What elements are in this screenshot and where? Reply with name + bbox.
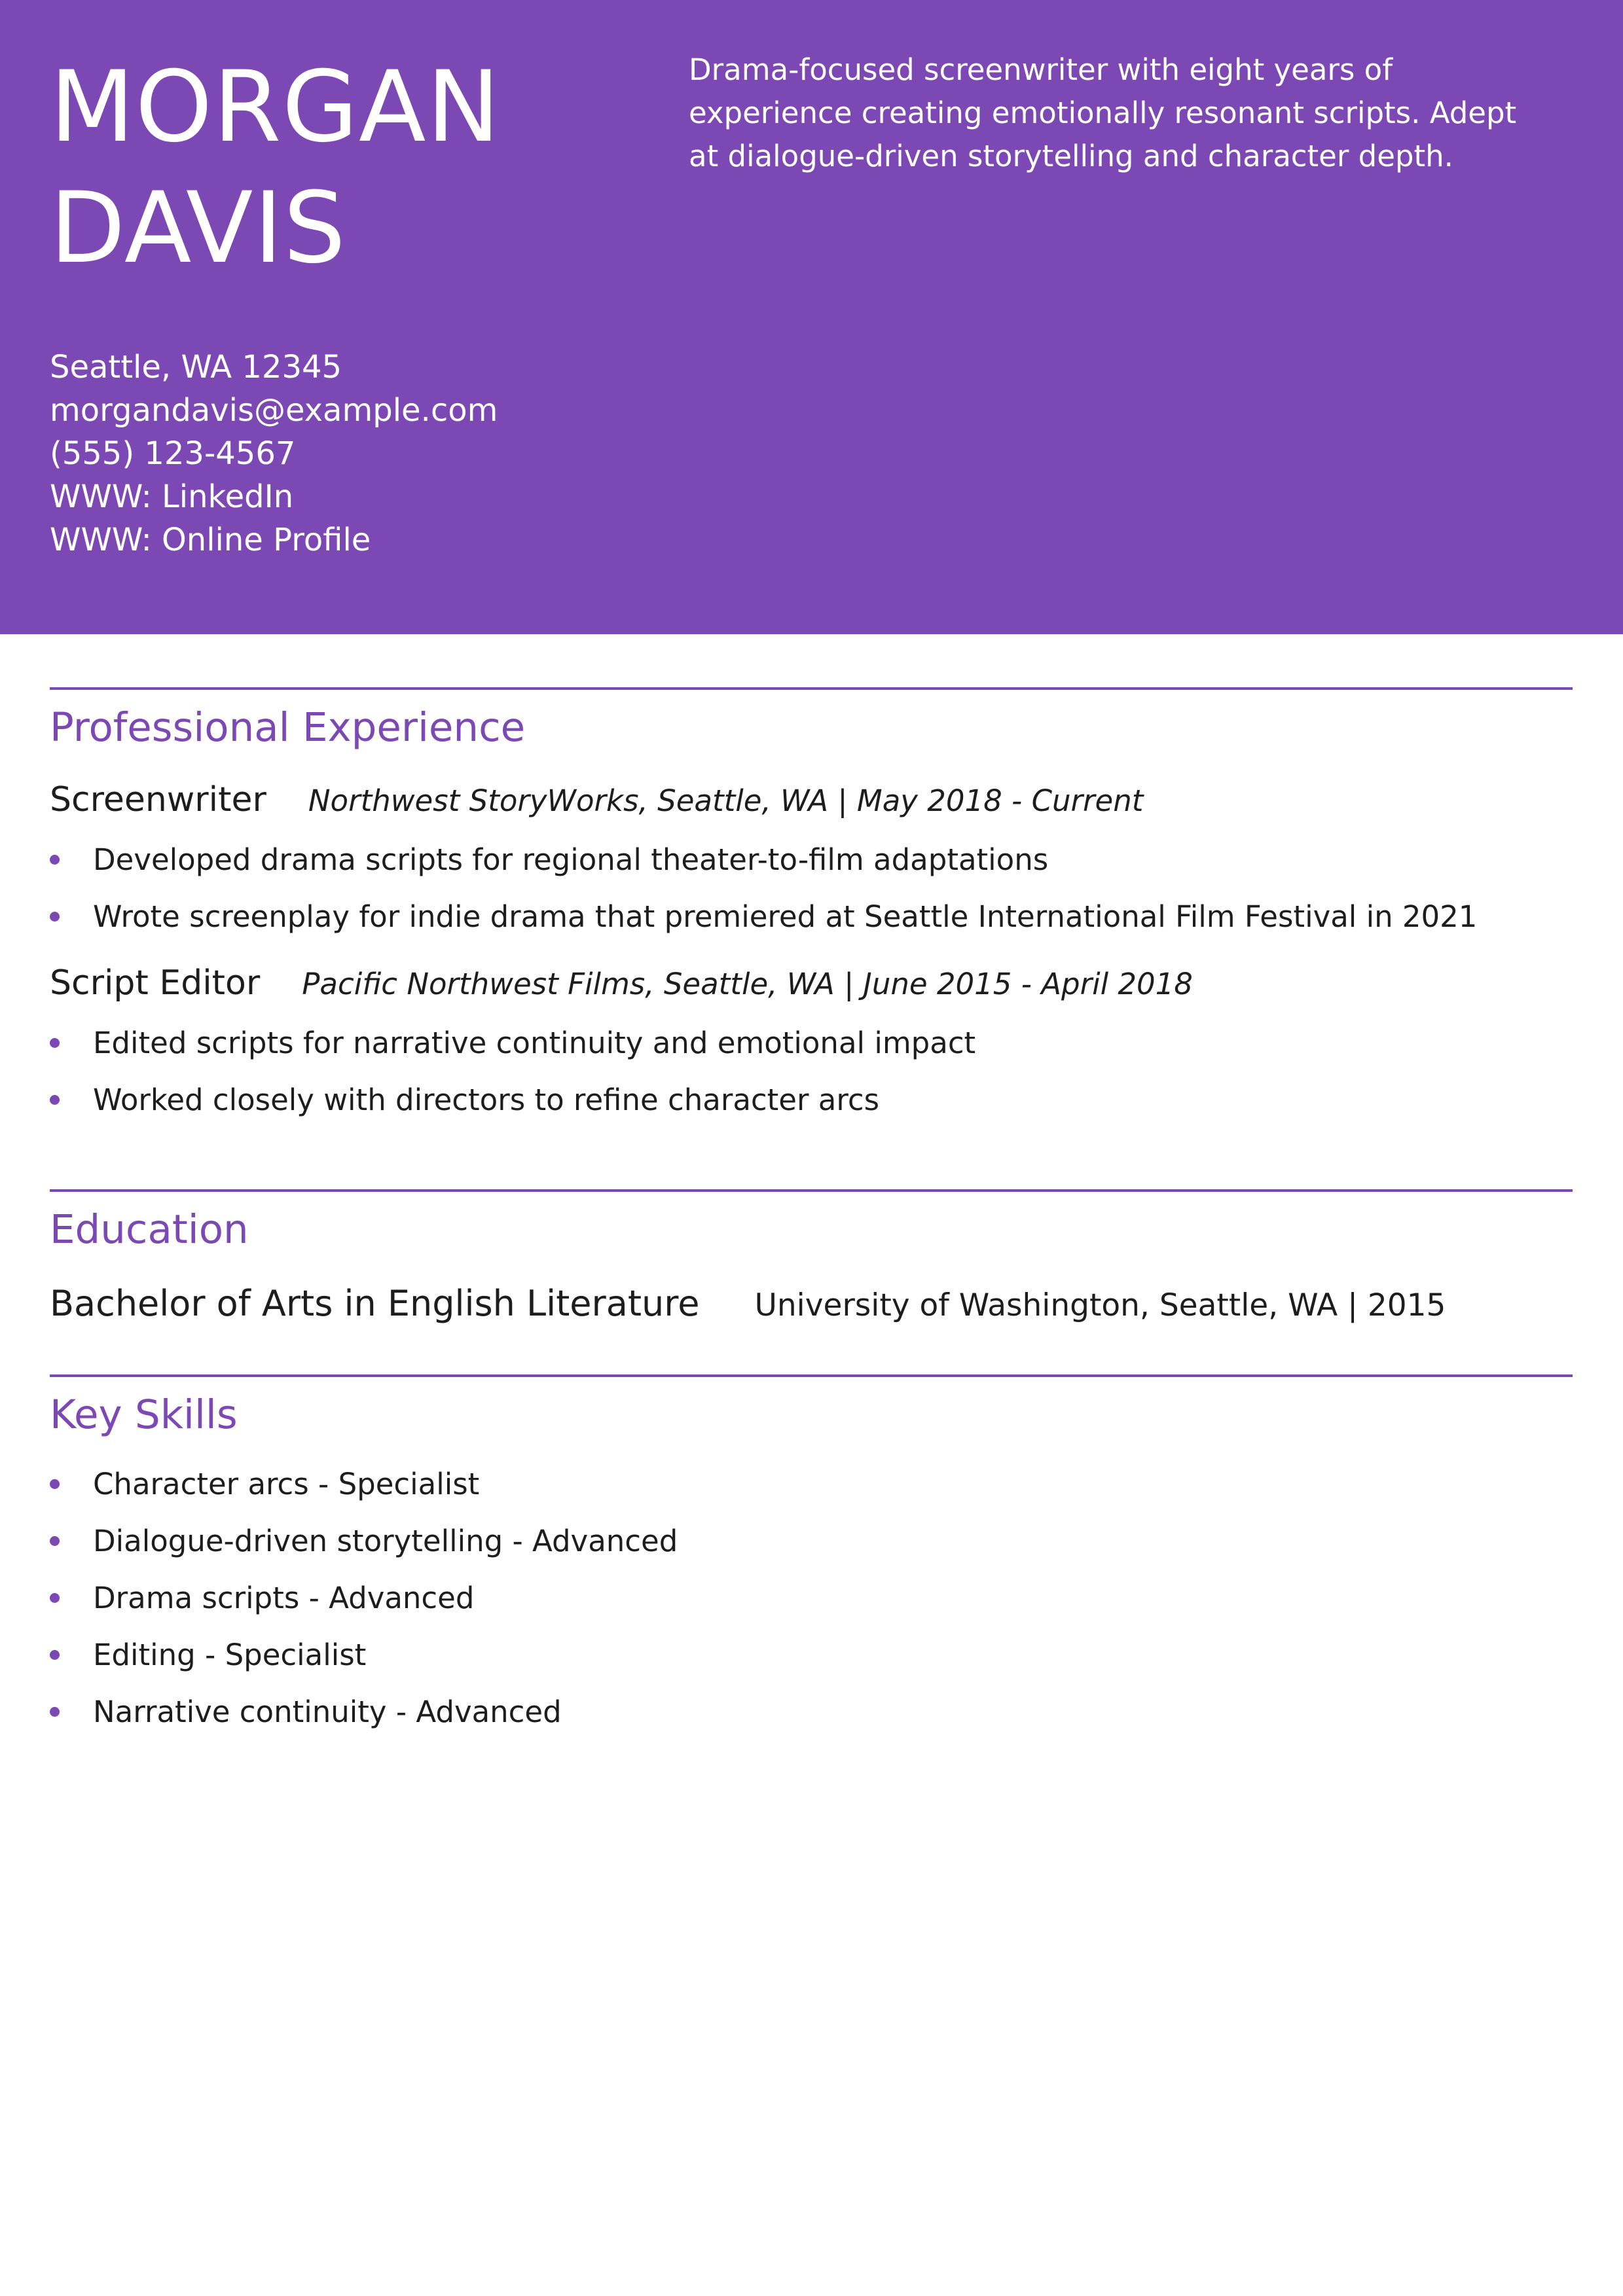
list-item bbox=[50, 1570, 1573, 1626]
job-title: Screenwriter bbox=[50, 780, 266, 819]
skill-text: Character arcs - Specialist bbox=[93, 1467, 480, 1501]
bullet-text: Wrote screenplay for indie drama that premiered at Seattle International Film Festival in 2021 bbox=[93, 899, 1478, 934]
job-title: Script Editor bbox=[50, 963, 261, 1003]
bullet-text: Worked closely with directors to refine character arcs bbox=[93, 1083, 880, 1117]
list-item bbox=[50, 1513, 1573, 1570]
education-section bbox=[50, 1189, 1573, 1330]
list-item bbox=[50, 1456, 1573, 1513]
list-item bbox=[50, 831, 1573, 888]
skill-text: Narrative continuity - Advanced bbox=[93, 1695, 562, 1729]
bullet-text: Developed drama scripts for regional theater-to-film adaptations bbox=[93, 842, 1049, 877]
skill-text: Editing - Specialist bbox=[93, 1638, 367, 1672]
list-item bbox=[50, 1014, 1573, 1071]
bullet-text: Edited scripts for narrative continuity and emotional impact bbox=[93, 1026, 976, 1060]
bullet-dot-icon bbox=[50, 1707, 60, 1717]
list-item bbox=[50, 888, 1573, 945]
contact-location: Seattle, WA 12345 bbox=[50, 349, 342, 386]
name-line-last: DAVIS bbox=[50, 171, 346, 285]
bullet-dot-icon bbox=[50, 1536, 60, 1546]
bullet-dot-icon bbox=[50, 1038, 60, 1048]
name-line-first: MORGAN bbox=[50, 50, 501, 164]
bullet-dot-icon bbox=[50, 855, 60, 865]
contact-email-phone: morgandavis@example.com (555) 123-4567 bbox=[50, 392, 498, 472]
degree-name: Bachelor of Arts in English Literature bbox=[50, 1283, 700, 1324]
experience-heading: Professional Experience bbox=[50, 704, 526, 751]
job-bullets bbox=[50, 831, 1573, 945]
job-entry-header bbox=[50, 960, 1573, 1008]
bullet-dot-icon bbox=[50, 1650, 60, 1660]
list-item bbox=[50, 1683, 1573, 1740]
contact-block bbox=[50, 346, 547, 562]
job-entry-header bbox=[50, 776, 1573, 825]
bullet-dot-icon bbox=[50, 1593, 60, 1603]
skill-text: Dialogue-driven storytelling - Advanced bbox=[93, 1524, 678, 1558]
education-heading: Education bbox=[50, 1206, 249, 1253]
school-and-year: University of Washington, Seattle, WA | 2015 bbox=[754, 1287, 1446, 1323]
bullet-dot-icon bbox=[50, 1479, 60, 1489]
contact-linkedin-link[interactable]: WWW: LinkedIn bbox=[50, 478, 294, 515]
skills-section bbox=[50, 1374, 1573, 1740]
education-entry bbox=[50, 1280, 1573, 1330]
list-item bbox=[50, 1626, 1573, 1683]
experience-section bbox=[50, 687, 1573, 1128]
resume-header bbox=[0, 0, 1623, 634]
job-company-dates: Pacific Northwest Films, Seattle, WA | June 2015 - April 2018 bbox=[302, 967, 1193, 1001]
contact-profile-link[interactable]: WWW: Online Profile bbox=[50, 522, 371, 558]
skills-list bbox=[50, 1456, 1573, 1740]
list-item bbox=[50, 1071, 1573, 1128]
skill-text: Drama scripts - Advanced bbox=[93, 1581, 475, 1615]
skills-heading: Key Skills bbox=[50, 1391, 238, 1438]
bullet-dot-icon bbox=[50, 1095, 60, 1105]
professional-summary: Drama-focused screenwriter with eight years of experience creating emotionally resonant scripts. Adept at dialogue-driven storytelling and character depth. bbox=[689, 52, 1517, 173]
job-company-dates: Northwest StoryWorks, Seattle, WA | May 2018 - Current bbox=[308, 783, 1144, 818]
job-bullets bbox=[50, 1014, 1573, 1128]
bullet-dot-icon bbox=[50, 912, 60, 922]
candidate-name bbox=[50, 47, 501, 289]
